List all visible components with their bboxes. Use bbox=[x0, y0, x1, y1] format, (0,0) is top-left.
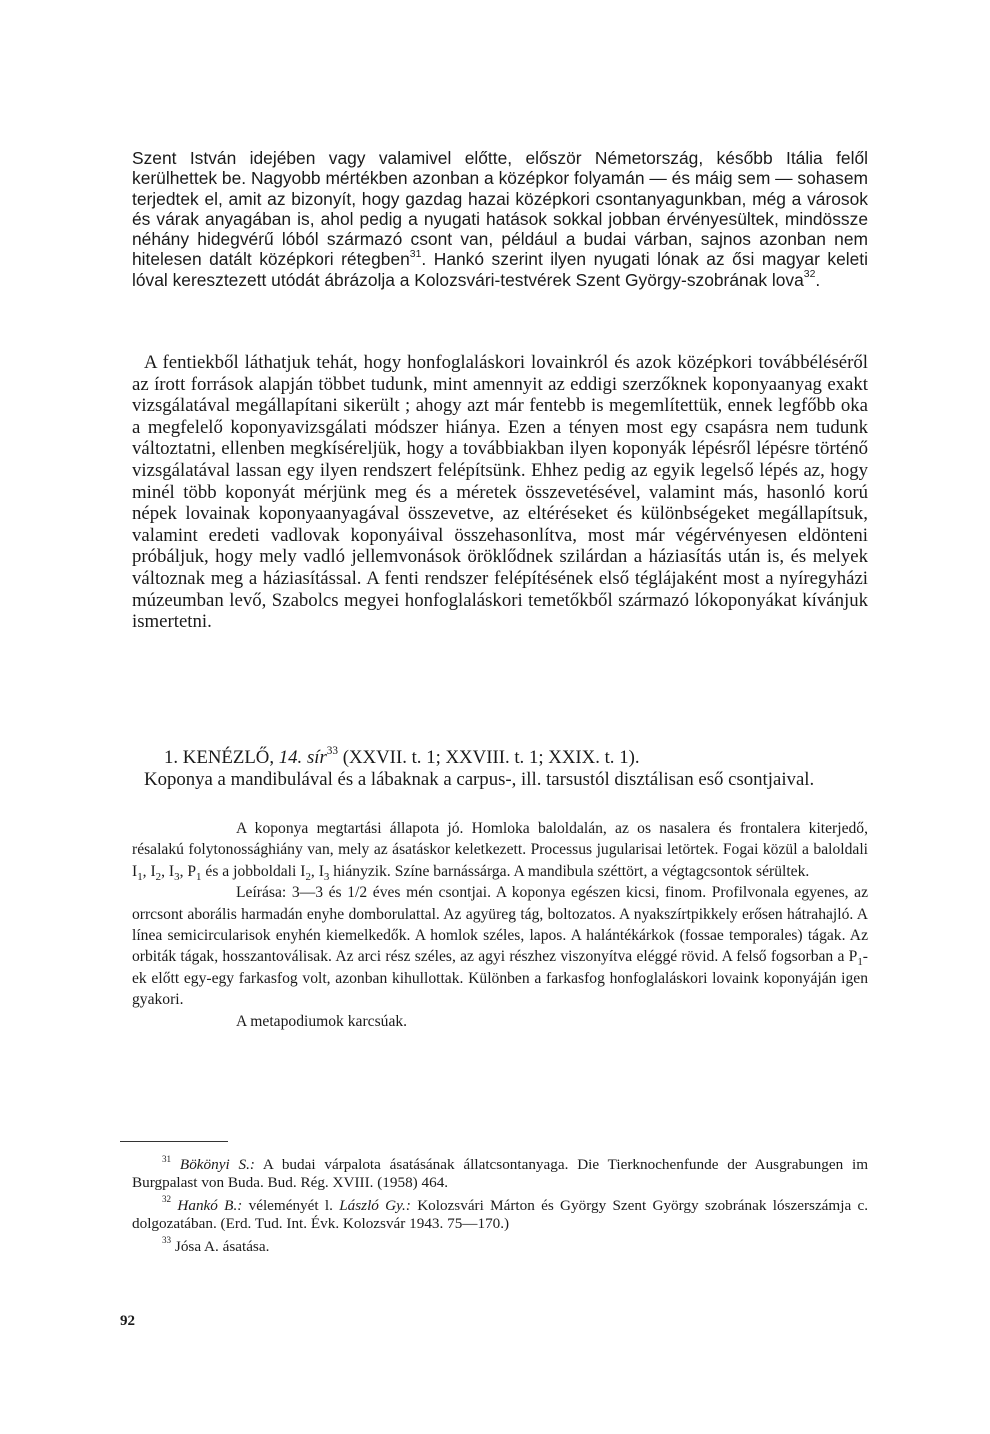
footnote-ref-31[interactable]: 31 bbox=[409, 249, 422, 261]
specimen-description bbox=[132, 818, 868, 1032]
footnote-divider bbox=[120, 1141, 228, 1142]
footnotes bbox=[132, 1153, 869, 1260]
condition-paragraph: A koponya megtartási állapota jó. Homloka baloldalán, az os nasalera és frontalera kiterjedő, résalakú folytonossághiány van, mely az ásatáskor keletkezett. Processus jugularisai letörtek. Fogai közül a baloldali $I_1$, $I_2$, $I_3$, $P_1$ és a jobboldali $I_2$, $I_3$ hiányzik. Színe barnássárga. A mandibula széttört, a végtagcsontok sérültek. bbox=[132, 820, 868, 883]
description-paragraph: Leírása: 3—3 és 1/2 éves mén csontjai. A koponya egészen kicsi, finom. Profilvonala egyenes, az orrcsont aborális harmadán enyhe domborulattal. Az agyüreg tág, boltozatos. A nyakszírtpikkely erősen hátrahajló. A línea semicircularisok enyhén kiemelkedők. A homlok széles, lapos. A halántékárkok (fossae temporales) tágak. Az orbiták tágak, hosszantoválisak. Az arci rész széles, az agyi részhez viszonyítva eléggé rövid. A felső fogsorban a $P_1-ek$ előtt egy-egy farkasfog volt, azonban kihullottak. Különben a farkasfog honfoglaláskori lovaink koponyáján igen gyakori. bbox=[132, 884, 868, 1009]
paragraph-1-text-c: . bbox=[815, 269, 821, 290]
footnote-31: $^{31}$ Bökönyi S.: A budai várpalota ásatásának állatcsontanyaga. Die Tierknochenfunde der Ausgrabungen im Burgpalast von Buda. Bud. Rég. XVIII. (1958) 464. bbox=[132, 1153, 869, 1192]
page-number: 92 bbox=[120, 1313, 135, 1329]
paragraph-2 bbox=[132, 352, 868, 633]
paragraph-2-text: A fentiekből láthatjuk tehát, hogy honfoglaláskori lovainkról és azok középkori továbbéléséről az írott források alapján többet tudunk, mint amennyit az eddigi szerzőknek koponyaanyag exakt vizsgálatával megállapítani sikerült ; ahogy azt már fentebb is megemlítettük, ennek legfőbb oka a megfelelő koponyavizsgálati módszer hiánya. Ezen a tényen most egy csapásra nem tudunk változtatni, ellenben megkíséreljük, hogy a továbbiakban ilyen koponyák lépésről lépésre történő vizsgálatával lassan egy ilyen rendszert felépítsünk. Ehhez pedig az egyik legelső lépés az, hogy minél több koponyát mérjünk meg és a méretek összevetésével, valamint más, hasonló korú népek lovainak koponyaanyagával összevetve, az eltéréseket és különbségeket megállapítsuk, valamint eredeti vadlovak koponyáival összehasonlítva, most már végérvényesen eldönteni próbáljuk, hogy mely vadló jellemvonások öröklődnek szilárdan a háziasítás után is, és melyek változnak meg a háziasítással. A fenti rendszer felépítésének első téglájaként most a nyíregyházi múzeumban levő, Szabolcs megyei honfoglaláskori temetőkből származó lókoponyákat kívánjuk ismertetni. bbox=[132, 352, 868, 633]
section-heading bbox=[132, 747, 868, 791]
metapodium-paragraph: A metapodiumok karcsúak. bbox=[236, 1012, 408, 1030]
heading-plates: (XXVII. t. 1; XXVIII. t. 1; XXIX. t. 1). bbox=[338, 747, 640, 768]
paragraph-1-text-b: . Hankó szerint ilyen nyugati lónak az ősi magyar keleti lóval keresztezett utódát ábrázolja a Kolozsvári-testvérek Szent György-szobrának lova bbox=[132, 249, 868, 290]
paragraph-1-text: Szent István idejében vagy valamivel előtte, először Németország, később Itália felől kerülhettek be. Nagyobb mértékben azonban a középkor folyamán — és máig sem — sohasem terjedtek el, amit az bizonyít, hogy gazdag hazai középkori csontanyagunkban, még a városok és várak anyagában is, ahol pedig a nyugati hatások sokkal jobban érvényesültek, mindössze néhány hidegvérű lóból származó csont van, például a budai várban, sajnos azonban nem hitelesen datált középkori rétegben bbox=[132, 148, 868, 270]
heading-grave: 14. sír bbox=[278, 747, 327, 768]
paragraph-1 bbox=[132, 148, 868, 290]
footnote-ref-32[interactable]: 32 bbox=[803, 269, 816, 281]
heading-description: Koponya a mandibulával és a lábaknak a carpus-, ill. tarsustól disztálisan eső csontjaival. bbox=[144, 769, 815, 790]
footnote-32: $^{32}$ Hankó B.: véleményét l. László Gy.: Kolozsvári Márton és György Szent György szobrának lószerszámja c. dolgozatában. (Erd. Tud. Int. Évk. Kolozsvár 1943. 75—170.) bbox=[132, 1194, 869, 1233]
footnote-ref-33[interactable]: 33 bbox=[326, 745, 339, 758]
footnote-33: $^{33}$ Jósa A. ásatása. bbox=[162, 1235, 270, 1255]
heading-number: 1. KENÉZLŐ, bbox=[164, 747, 279, 768]
